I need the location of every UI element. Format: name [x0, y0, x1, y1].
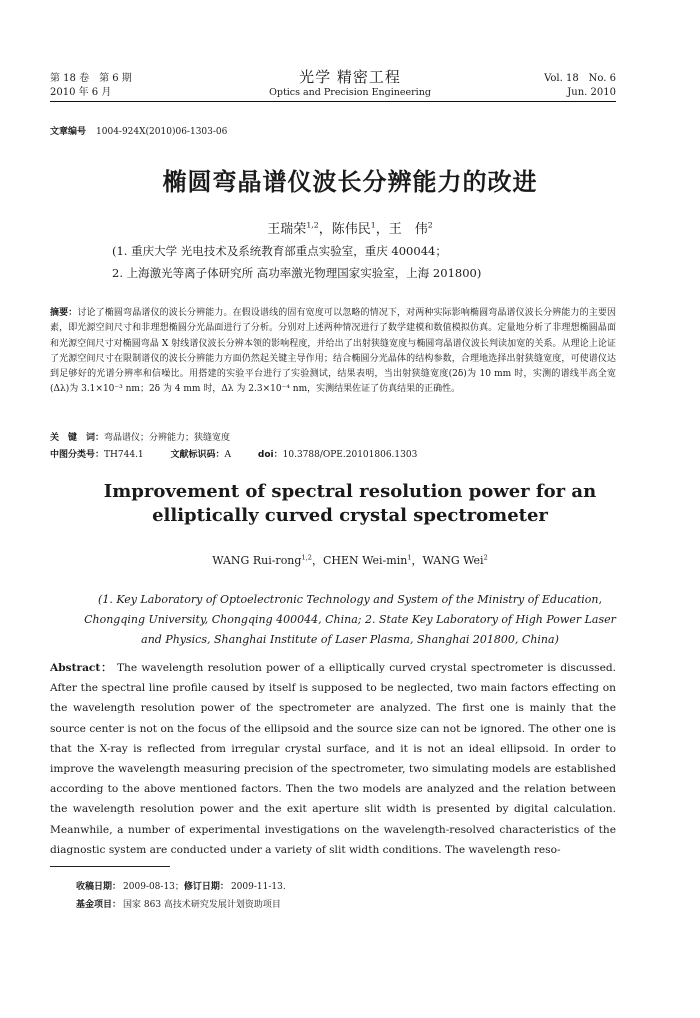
- received-label: 收稿日期：: [76, 882, 122, 892]
- doc-code-label: 文献标识码：: [170, 450, 225, 460]
- keywords-cn-label: 关 键 词：: [50, 433, 105, 443]
- title-en-line-2: elliptically curved crystal spectrometer: [152, 505, 548, 526]
- abstract-cn: [50, 306, 616, 398]
- doi-value: 10.3788/OPE.20101806.1303: [282, 450, 418, 460]
- footnotes: [76, 878, 286, 914]
- author-cn-2: ，陈伟民: [318, 222, 371, 237]
- doi-label: doi：: [257, 450, 283, 460]
- abstract-en: [50, 658, 616, 860]
- volume-cn: 第 18 卷 第 6 期: [50, 73, 132, 84]
- article-number: [50, 124, 227, 137]
- affiliation-en: (1. Key Laboratory of Optoelectronic Technology and System of the Ministry of Education, Chongqing University, Chongqing 400044, China; 2. State Key Laboratory of High Power Laser and Physics, Shanghai Institute of Laser Plasma, Shanghai 201800, China): [84, 593, 616, 646]
- author-en-2: ，CHEN Wei-min: [311, 554, 408, 567]
- received-value: 2009-08-13；: [123, 882, 184, 892]
- dates-footnote: [76, 878, 286, 896]
- doc-code-value: A: [224, 450, 232, 460]
- author-cn-3-sup: 2: [427, 220, 433, 230]
- abstract-cn-text: 讨论了椭圆弯晶谱仪的波长分辨能力。在假设谱线的固有宽度可以忽略的情况下，对两种实际影响椭圆弯晶谱仪波长分辨能力的主要因素，即光源空间尺寸和非理想椭圆分光晶面进行了分析。分别对上述两种情况进行了数学建模和数值模拟仿真。定量地分析了非理想椭圆晶面和光源空间尺寸对椭圆弯晶 X 射线谱仪波长分辨本领的影响程度，并给出了出射狭缝宽度与椭圆弯晶谱仪波长判读加宽的关系。从理论上论证了光源空间尺寸在限制谱仪的波长分辨能力方面仍然起关键主导作用；结合椭圆分光晶体的结构参数，合理地选择出射狭缝宽度，可使谱仪达到足够好的光谱分辨率和信噪比。用搭建的实验平台进行了实验测试，结果表明，当出射狭缝宽度(2δ)为 10 mm 时，实测的谱线半高全宽(Δλ)为 3.1×10⁻³ nm；2δ 为 4 mm 时，Δλ 为 2.3×10⁻⁴ nm，实测结果佐证了仿真结果的正确性。: [50, 308, 616, 395]
- author-cn-2-sup: 1: [370, 220, 376, 230]
- doi: [258, 450, 417, 460]
- journal-name-en: Optics and Precision Engineering: [269, 87, 431, 98]
- keywords-cn-value: 弯晶谱仪；分辨能力；狭缝宽度: [104, 433, 231, 443]
- author-cn-1: 王瑞荣: [267, 222, 307, 237]
- clc-label: 中图分类号：: [50, 450, 105, 460]
- revised-label: 修订日期：: [183, 882, 229, 892]
- abstract-cn-label: 摘要：: [50, 308, 78, 318]
- author-en-3: ，WANG Wei: [411, 554, 484, 567]
- clc: [50, 450, 144, 460]
- article-number-label: 文章编号: [50, 127, 87, 137]
- fund-footnote: [76, 896, 286, 914]
- author-cn-3: ，王 伟: [375, 222, 428, 237]
- date-cn: 2010 年 6 月: [50, 87, 112, 98]
- author-en-2-sup: 1: [407, 553, 412, 562]
- date-en: Jun. 2010: [567, 87, 616, 98]
- affiliation-cn-1: (1. 重庆大学 光电技术及系统教育部重点实验室，重庆 400044；: [112, 244, 447, 258]
- title-en: [0, 480, 700, 528]
- fund-label: 基金项目：: [76, 900, 122, 910]
- keywords-cn: [50, 430, 230, 443]
- affiliations-cn: [112, 240, 582, 284]
- classification-line: [50, 447, 441, 460]
- header-volume-en: [544, 72, 616, 100]
- abstract-en-label: Abstract：: [50, 662, 113, 674]
- affiliation-cn-2: 2. 上海激光等离子体研究所 高功率激光物理国家实验室，上海 201800): [112, 266, 482, 280]
- author-en-1-sup: 1,2: [301, 553, 312, 562]
- journal-name-cn: 光学 精密工程: [299, 68, 401, 86]
- authors-en: [0, 552, 700, 568]
- header-rule: [50, 101, 616, 102]
- author-en-3-sup: 2: [483, 553, 488, 562]
- author-cn-1-sup: 1,2: [306, 220, 319, 230]
- doc-code: [171, 450, 232, 460]
- footnote-rule: [50, 866, 170, 867]
- clc-value: TH744.1: [104, 450, 144, 460]
- article-number-value: 1004-924X(2010)06-1303-06: [96, 127, 228, 137]
- title-cn: 椭圆弯晶谱仪波长分辨能力的改进: [162, 168, 538, 196]
- abstract-en-text: The wavelength resolution power of a elliptically curved crystal spectrometer is discussed. After the spectral line profile caused by itself is supposed to be neglected, two main factors effecting on the wavelength resolution power of the spectrometer are analyzed. The first one is mainly that the source center is not on the focus of the ellipsoid and the source size can not be ignored. The other one is that the X-ray is reflected from irregular crystal surface, and it is not an ideal ellipsoid. In order to improve the wavelength measuring precision of the spectrometer, two simulating models are established according to the above mentioned factors. Then the two models are analyzed and the relation between the wavelength resolution power and the exit aperture slit width is presented by digital calculation. Meanwhile, a number of experimental investigations on the wavelength-resolved characteristics of the diagnostic system are conducted under a variety of slit width conditions. The wavelength reso-: [50, 662, 616, 856]
- revised-value: 2009-11-13.: [230, 882, 286, 892]
- authors-cn: [0, 218, 700, 237]
- author-en-1: WANG Rui-rong: [212, 554, 302, 567]
- title-en-line-1: Improvement of spectral resolution power for an: [103, 481, 597, 502]
- volume-en: Vol. 18 No. 6: [544, 73, 616, 84]
- fund-value: 国家 863 高技术研究发展计划资助项目: [123, 900, 281, 910]
